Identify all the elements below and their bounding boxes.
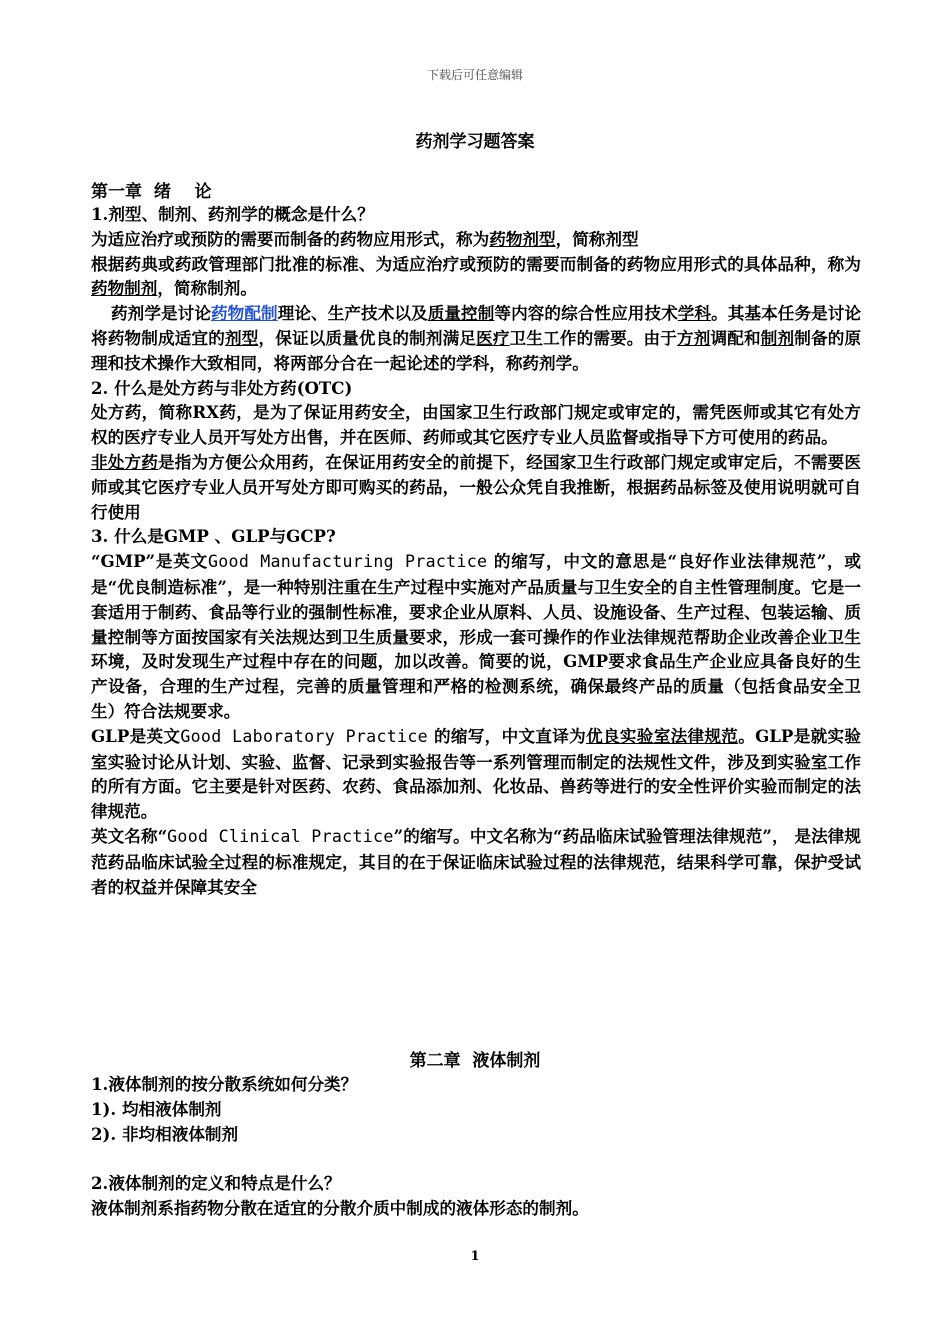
chapter2-body	[91, 1072, 861, 1221]
answer-2-otc: 非处方药是指为方便公众用药，在保证用药安全的前提下，经国家卫生行政部门规定或审定后，不需要医师或其它医疗专业人员开写处方即可购买的药品，一般公众凭自我推断，根据药品标签及使用说明就可自行使用	[91, 451, 862, 522]
link-drug-compounding[interactable]: 药物配制	[211, 303, 278, 324]
chapter2-question-1: 1.液体制剂的按分散系统如何分类？	[91, 1074, 358, 1094]
chapter2-item-1: 1). 均相液体制剂	[91, 1098, 222, 1119]
question-3: 3. 什么是GMP 、GLP与GCP?	[91, 526, 336, 547]
answer-3-gmp: “GMP”是英文Good Manufacturing Practice 的缩写，中文的意思是“良好作业法律规范”，或是“优良制造标准”，是一种特别注重在生产过程中实施对产品质量与卫生安全的自主性管理制度。它是一套适用于制药、食品等行业的强制性标准，要求企业从原料、人员、设施设备、生产过程、包装运输、质量控制等方面按国家有关法规达到卫生质量要求，形成一套可操作的作业法律规范帮助企业改善企业卫生环境，及时发现生产过程中存在的问题，加以改善。简要的说，GMP要求食品生产企业应具备良好的生产设备，合理的生产过程，完善的质量管理和严格的检测系统，确保最终产品的质量（包括食品安全卫生）符合法规要求。	[91, 551, 861, 721]
answer-3-glp: GLP是英文Good Laboratory Practice 的缩写，中文直译为优良实验室法律规范。GLP是就实验室实验讨论从计划、实验、监督、记录到实验报告等一系列管理而制定的法规性文件，涉及到实验室工作的所有方面。它主要是针对医药、农药、食品添加剂、化妆品、兽药等进行的安全性评价实验而制定的法律规范。	[91, 725, 861, 822]
chapter1-heading: 第一章 绪 论	[91, 182, 212, 202]
answer-1-pharmaceutics: 药剂学是讨论药物配制理论、生产技术以及质量控制等内容的综合性应用技术学科。其基本任务是讨论将药物制成适宜的剂型，保证以质量优良的制剂满足医疗卫生工作的需要。由于方剂调配和制剂制备的原理和技术操作大致相同，将两部分合在一起论述的学科，称药剂学。	[91, 303, 862, 373]
answer-1-dosage-form: 为适应治疗或预防的需要而制备的药物应用形式，称为药物剂型，简称剂型	[91, 228, 639, 249]
page-title: 药剂学习题答案	[415, 132, 535, 152]
chapter2-answer-2: 液体制剂系指药物分散在适宜的分散介质中制成的液体形态的制剂。	[91, 1197, 589, 1218]
answer-1-preparation: 根据药典或药政管理部门批准的标准、为适应治疗或预防的需要而制备的药物应用形式的具体品种，称为药物制剂，简称制剂。	[91, 253, 861, 299]
chapter2-question-2: 2.液体制剂的定义和特点是什么？	[91, 1173, 341, 1194]
chapter1-body	[91, 202, 861, 899]
answer-2-rx: 处方药，简称RX药，是为了保证用药安全，由国家卫生行政部门规定或审定的，需凭医师或其它有处方权的医疗专业人员开写处方出售，并在医师、药师或其它医疗专业人员监督或指导下方可使用的药品。	[91, 402, 861, 448]
page-number: 1	[470, 1249, 480, 1264]
header-note: 下载后可任意编辑	[426, 68, 523, 82]
question-1: 1.剂型、制剂、药剂学的概念是什么？	[91, 204, 374, 224]
chapter2-heading: 第二章 液体制剂	[409, 1051, 541, 1071]
question-2: 2. 什么是处方药与非处方药(OTC)	[91, 377, 353, 398]
chapter2-item-2: 2). 非均相液体制剂	[91, 1123, 239, 1144]
answer-3-gcp: 英文名称“Good Clinical Practice”的缩写。中文名称为“药品临床试验管理法律规范”， 是法律规范药品临床试验全过程的标准规定，其目的在于保证临床试验过程的法律规范，结果科学可靠，保护受试者的权益并保障其安全	[91, 825, 862, 897]
